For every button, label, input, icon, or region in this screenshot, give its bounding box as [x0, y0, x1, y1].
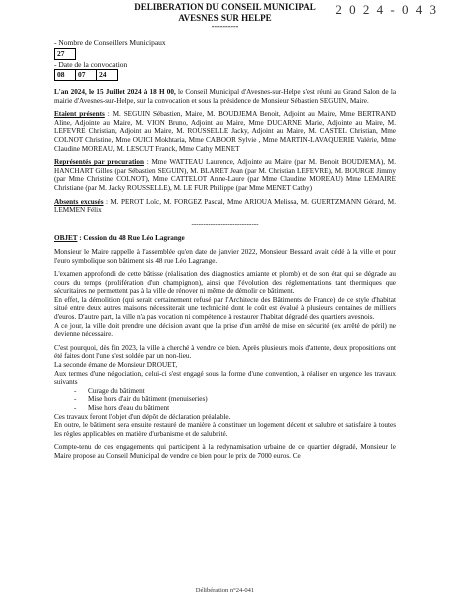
body-paragraph-10: Compte-tenu de ces engagements qui participent à la redynamisation urbaine de ce quartier dégradé, Monsieur le Maire propose au Conseil Municipal de vendre ce bien pour le prix de 7000 euros. Ce	[54, 443, 396, 460]
presents-label: Etaient présents	[54, 110, 105, 119]
body-paragraph-5: C'est pourquoi, dès fin 2023, la ville a cherché à vendre ce bien. Après plusieurs mois d'attente, deux propositions ont été faites dont l'une s'est soldée par un non-lieu.	[54, 343, 396, 361]
page-footer: Délibération n°24-041	[195, 587, 255, 594]
absents-paragraph	[54, 198, 396, 215]
title-line-1: DELIBERATION DU CONSEIL MUNICIPAL	[134, 2, 316, 12]
body-paragraph-7: Aux termes d'une négociation, celui-ci s'est engagé sous la forme d'une convention, à réaliser en urgence les travaux suivants	[54, 369, 396, 387]
absents-list: : M. PEROT Loïc, M. FORGEZ Pascal, Mme ARIOUA Melissa, M. GUERTZMANN Gérard, M. LEMMEN Félix	[54, 197, 396, 215]
works-list	[54, 387, 396, 413]
body-paragraph-6: La seconde émane de Monsieur DROUET,	[54, 361, 178, 370]
intro-text: le Conseil Municipal d'Avesnes-sur-Helpe s'est réuni au Grand Salon de la mairie d'Avesnes-sur-Helpe, sur la convocation et sous la présidence de Monsieur Sébastien SEGUIN, Maire.	[54, 88, 397, 105]
works-item: - Curage du bâtiment	[74, 387, 396, 396]
presents-paragraph	[54, 110, 396, 153]
convocation-date-boxes	[54, 69, 117, 81]
procuration-list: : Mme WATTEAU Laurence, Adjointe au Maire (par M. Benoit BOUDJEMA), M. HANCHART Gilles (par Sébastien SEGUIN), M. BLARET Jean (par M. Christian LEFEVRE), M. BOURGE Jimmy (par Mme Christine COLNOT), Mme CATTELOT Anne-Laure (par Mme Claudine MOREAU) Mme LEMAIRE Christiane (par M. Jacky ROUSSELLE), M. LE FUR Philippe (par Mme MENET Cathy)	[54, 158, 396, 192]
councillors-label: - Nombre de Conseillers Municipaux	[54, 38, 166, 47]
body-paragraph-3: En effet, la démolition (qui serait certainement refusé par l'Architecte des Bâtiments de France) de ce style d'habitat situé entre deux autres maisons nécessiterait une technicité dont le coût est évalué à plusieurs centaines de milliers d'euros. D'autre part, la ville n'a pas vocation ni compétence à restaurer l'habitat dégradé des quartiers avesnois.	[54, 295, 396, 322]
presents-list: : M. SEGUIN Sébastien, Maire, M. BOUDJEMA Benoit, Adjoint au Maire, Mme BERTRAND Aline, Adjointe au Maire, M. VION Bruno, Adjoint au Maire, Mme DUCARNE Marie, Adjointe au Maire, M. LEFEVRE Christian, Adjoint au Maire, M. ROUSSELLE Jacky, Adjoint au Maire, M. CASTEL Christian, Mme COLNOT Christine, Mme OUICI Mokhtaria, Mme CABOOR Sylvie , Mme MARTIN-LAVAQUERIE Valérie, Mme Claudine MOREAU, M. LESCUT Franck, Mme Cathy MENET	[54, 110, 396, 153]
body-paragraph-4: A ce jour, la ville doit prendre une décision avant que la prise d'un arrêté de mise en sécurité (ex arrêté de péril) ne devienne nécessaire.	[54, 321, 396, 339]
body-paragraph-1: Monsieur le Maire rappelle à l'assemblée qu'en date de janvier 2022, Monsieur Bessard avait cédé à la ville et pour l'euro symbolique son bâtiment sis 48 rue Léo Lagrange.	[54, 247, 396, 265]
body-paragraph-8: Ces travaux feront l'objet d'un dépôt de déclaration préalable.	[54, 412, 231, 421]
objet-line	[54, 234, 396, 243]
deliberation-body	[54, 88, 396, 461]
section-separator: ----------------------------	[191, 219, 259, 228]
document-title	[0, 2, 450, 30]
objet-title: : Cession du 48 Rue Léo Lagrange	[77, 234, 185, 243]
session-date: L'an 2024, le 15 Juillet 2024 à 18 H 00,	[54, 88, 176, 96]
body-paragraph-2: L'examen approfondi de cette bâtisse (réalisation des diagnostics amiante et plomb) et de son état qui se dégrade au cours du temps (prolifération d'un champignon), ainsi que l'évolution des réglementations tant thermiques que sécuritaires ne permettent pas à la ville de rénover ni même de démolir ce bâtiment.	[54, 270, 396, 296]
date-year: 24	[96, 69, 118, 81]
works-item: - Mise hors d'air du bâtiment (menuiseries)	[74, 395, 396, 404]
procuration-label: Représentés par procuration	[54, 158, 144, 167]
works-item: - Mise hors d'eau du bâtiment	[74, 404, 396, 413]
intro-paragraph	[54, 88, 396, 105]
title-rule: ----------	[211, 22, 239, 31]
councillors-count: 27	[54, 48, 76, 60]
document-number: 2 0 2 4 - 0 4 3	[335, 2, 438, 17]
objet-label: OBJET	[54, 234, 78, 243]
body-paragraph-9: En outre, le bâtiment sera ensuite restauré de manière à constituer un logement décent et salubre et satisfaire à toutes les règles applicables en matière d'urbanisme et de salubrité.	[54, 421, 396, 438]
councillors-count-box	[54, 48, 75, 60]
convocation-date-label: - Date de la convocation	[54, 60, 128, 69]
date-day: 08	[54, 69, 76, 81]
date-month: 07	[75, 69, 97, 81]
title-line-2: AVESNES SUR HELPE	[178, 13, 272, 23]
absents-label: Absents excusés	[54, 197, 104, 206]
procuration-paragraph	[54, 158, 396, 192]
